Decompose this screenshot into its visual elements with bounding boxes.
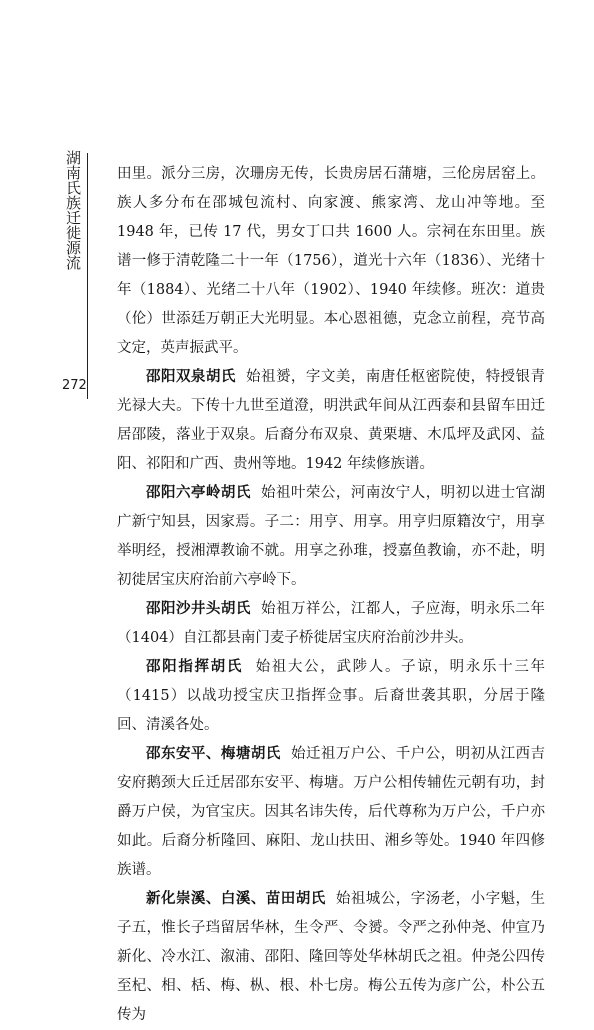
paragraph-text: 始祖赟，字文美，南唐任枢密院使，特授银青光禄大夫。下传十九世至道澄，明洪武年间从江西泰和县留车田迁居邵陵，落业于双泉。后裔分布双泉、黄栗塘、木瓜坪及武冈、益阳、祁阳和广西、贵州等地。1942 年续修族谱。 (117, 369, 546, 472)
paragraph (117, 479, 545, 595)
paragraph (117, 885, 545, 1030)
page-number: 272 (62, 378, 87, 393)
clan-heading: 新化崇溪、白溪、苗田胡氏 (146, 891, 326, 907)
clan-heading: 邵阳沙井头胡氏 (146, 601, 251, 617)
body-text (117, 160, 545, 1030)
clan-heading: 邵阳双泉胡氏 (146, 369, 236, 385)
paragraph-text: 田里。派分三房，次珊房无传，长贵房居石蒲塘，三伦房居窑上。族人多分布在邵城包流村、向家渡、熊家湾、龙山冲等地。至 1948 年，已传 17 代，男女丁口共 1600 人。宗祠在东田里。族谱一修于清乾隆二十一年（1756），道光十六年（1836）、光绪十年（1884）、光绪二十八年（1902）、1940 年续修。班次：道贵（伦）世添廷万朝正大光明显。本心恩祖德，克念立前程，亮节高文定，英声振武平。 (117, 166, 545, 356)
paragraph-text: 始祖大公，武陟人。子谅，明永乐十三年（1415）以战功授宝庆卫指挥佥事。后裔世袭其职，分居于隆回、清溪各处。 (117, 659, 546, 733)
paragraph (117, 363, 545, 479)
clan-heading: 邵阳六亭岭胡氏 (146, 485, 251, 501)
paragraph-text: 始祖城公，字汤老，小字魁，生子五，惟长子珰留居华林，生令严、令赟。令严之孙仲尧、仲宣乃新化、冷水江、溆浦、邵阳、隆回等处华林胡氏之祖。仲尧公四传至杞、相、栝、梅、枞、根、朴七房。梅公五传为彦广公，朴公五传为 (117, 891, 546, 1023)
running-section-title: 湖南氏族迁徙源流 (64, 150, 82, 270)
clan-heading: 邵东安平、梅塘胡氏 (146, 746, 281, 762)
paragraph-text: 始祖万祥公，江都人，子应海，明永乐二年（1404）自江都县南门麦子桥徙居宝庆府治前沙井头。 (117, 601, 546, 646)
paragraph (117, 653, 545, 740)
paragraph (117, 595, 545, 653)
paragraph-text: 始迁祖万户公、千户公，明初从江西吉安府鹅颈大丘迁居邵东安平、梅塘。万户公相传辅佐元朝有功，封爵万户侯，为官宝庆。因其名讳失传，后代尊称为万户公，千户亦如此。后裔分析隆回、麻阳、龙山扶田、湘乡等处。1940 年四修族谱。 (117, 746, 546, 878)
paragraph (117, 160, 545, 363)
margin-rule (87, 153, 88, 399)
paragraph (117, 740, 545, 885)
paragraph-text: 始祖叶荣公，河南汝宁人，明初以进士官湖广新宁知县，因家焉。子二：用亨、用享。用亨归原籍汝宁，用享举明经，授湘潭教谕不就。用享之孙琟，授嘉鱼教谕，亦不赴，明初徙居宝庆府治前六亭岭下。 (117, 485, 546, 588)
clan-heading: 邵阳指挥胡氏 (146, 659, 244, 675)
